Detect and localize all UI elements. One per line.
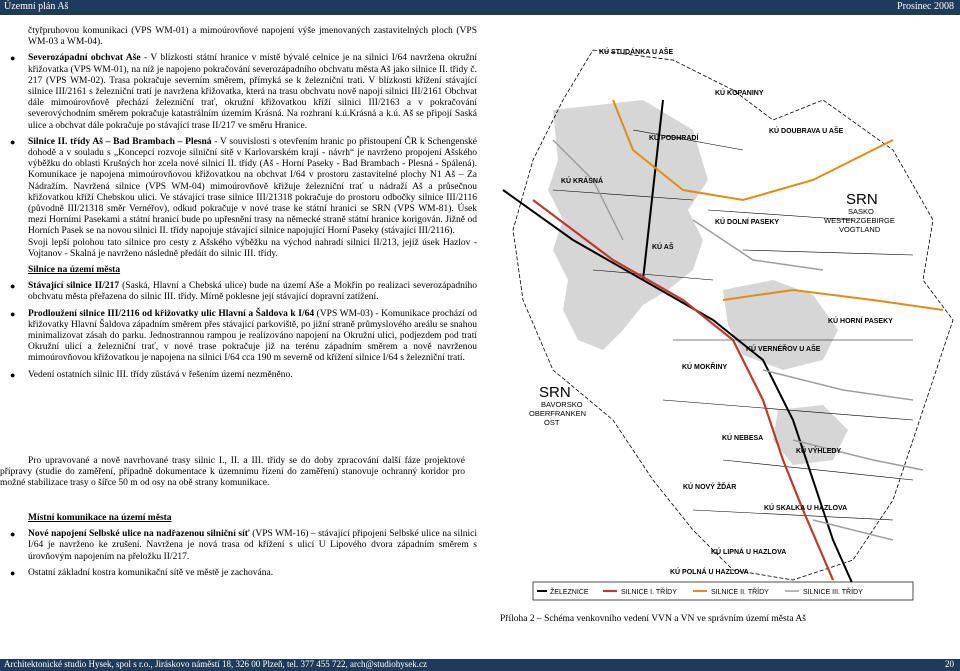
label-ku-horni-paseky: KÚ HORNÍ PASEKY bbox=[828, 318, 893, 325]
bullet-icon: ● bbox=[10, 529, 16, 540]
map-legend bbox=[533, 582, 913, 600]
page-number: 20 bbox=[945, 659, 954, 669]
bullet-icon: ● bbox=[10, 308, 16, 319]
paragraph: (Saská, Hlavní a Chebská ulice) bude na území Aše a Mokřin po realizaci severozápadního obchvatu města přeřazena do silnic III. třídy. Mírně poklesne její stávající dopravní zatížení. bbox=[28, 281, 477, 303]
header-title: Územní plán Aš bbox=[4, 1, 69, 12]
paragraph: (VPS WM-03) - Komunikace prochází od křižovatky Hlavní Šaldova západním směrem přes stávající parkoviště, po jižní straně průmyslového areálu se snahou minimalizovat zásah do parku. Jednostrannou rampou je realizováno napojení na Okružní ulici, podjezdem pod tratí Okružní ulicí a železniční trať, v nové trase pokračuje již na terénu západním směrem a nově navrženou mimoúrovňovou křižovatkou je napojena na silnici I/64 cca 190 m severně od křížení silnice I/64 s železniční tratí. bbox=[28, 308, 477, 364]
section-heading: Místní komunikace na území města bbox=[28, 513, 172, 523]
legend-road-1: SILNICE I. TŘÍDY bbox=[621, 589, 677, 596]
label-vogtland: VOGTLAND bbox=[839, 225, 881, 234]
bold-term: Stávající silnice II/217 bbox=[28, 281, 120, 292]
label-ku-podhradi: KÚ PODHRADÍ bbox=[649, 135, 699, 142]
text-column bbox=[0, 26, 477, 386]
paragraph: (VPS WM-16) – stávající připojení Selbské ulice na silnici I/64 je navrženo ke zrušení. Navržena je nová trasa od křížení s ulicí U Lipového dvora západním směrem s úrovňovým napojením na přeložku II/217. bbox=[28, 529, 478, 562]
page-footer bbox=[0, 659, 960, 671]
road-network-map bbox=[493, 40, 958, 605]
page-header bbox=[0, 0, 960, 15]
label-ku-skalka: KÚ SKALKA U HAZLOVA bbox=[764, 505, 848, 512]
bullet-item bbox=[0, 568, 477, 579]
bullet-item bbox=[0, 370, 477, 381]
bold-term: Silnice II. třídy Aš – Bad Brambach – Plesná bbox=[28, 136, 212, 147]
map-svg bbox=[493, 40, 958, 605]
bullet-icon: ● bbox=[10, 136, 16, 147]
bullet-icon: ● bbox=[10, 369, 16, 380]
paragraph: Pro upravované a nově navrhované trasy silnic I., II. a III. třídy se do doby zpracování další fáze projektové přípravy (studie do zaměření, případně dokumentace k územnímu řízení do zaměření) stanovuje ochranný koridor pro možné stabilizace trasy o šířce 50 m od osy na obě strany komunikace. bbox=[0, 456, 465, 489]
text-column-lower bbox=[0, 513, 477, 584]
full-width-paragraph bbox=[0, 456, 465, 495]
label-sasko: SASKO bbox=[848, 207, 874, 216]
section-heading: Silnice na území města bbox=[28, 265, 121, 276]
bold-term: Nové napojení Selbské ulice na nadřazenou silniční síť bbox=[28, 529, 250, 540]
paragraph: - V blízkosti státní hranice v místě bývalé celnice je na silnici I/64 navržena okružní křižovatka (VPS WM-01), na níž je napojeno pokračování severozápadního obchvatu města Aš jako silnice II. třídy č. 217 (VPS WM-02). Trasa pokračuje severním směrem, přímyká se k železniční trati. V blízkosti křížení stávající silnice III/2161 s železniční tratí je navržena křižovatka, která na trasu obchvatu nově napojí silnici III/2161 Obchvat dále mimoúrovňově přechází železniční trať, okružní křižovatkou kříží silnici III/2163 a v pokračování severovýchodním směrem pokračuje katastrálním územím Krásná. Na rozhraní k.ú.Krásná a k.ú. Aš se připojí Saská ulice a obchvat dále pokračuje po stávající trase II/217 ve směru Hranice. bbox=[28, 53, 477, 131]
bold-term: Prodloužení silnice III/2116 od křižovatky ulic Hlavní a Šaldova k I/64 bbox=[28, 308, 315, 319]
label-ku-doubrava: KÚ DOUBRAVA U AŠE bbox=[769, 128, 844, 135]
label-ku-krasna: KÚ KRÁSNÁ bbox=[561, 178, 603, 185]
bullet-icon: ● bbox=[10, 281, 16, 292]
bullet-icon: ● bbox=[10, 567, 16, 578]
paragraph: Svoji lepší polohou tato silnice pro cesty z Ašského výběžku na východ nahradí silnici II/213, jejíž úsek Hazlov - Vojtanov - Skalná je navrženo následně předáít do silnic III. třídy. bbox=[28, 237, 477, 259]
label-westerzgebirge: WESTERZGEBIRGE bbox=[824, 216, 895, 225]
header-date: Prosinec 2008 bbox=[897, 1, 954, 12]
label-ost: OST bbox=[544, 418, 560, 427]
figure-caption: Příloha 2 – Schéma venkovního vedení VVN a VN ve správním území města Aš bbox=[500, 614, 806, 624]
label-srn-right: SRN bbox=[846, 191, 878, 208]
footer-address: Architektonické studio Hysek, spol s r.o., Jiráskovo náměstí 18, 326 00 Plzeň, tel. 377 455 722, arch@studiohysek.cz bbox=[4, 659, 427, 669]
label-ku-lipna: KÚ LIPNÁ U HAZLOVA bbox=[711, 549, 787, 556]
label-ku-mokriny: KÚ MOKŘINY bbox=[682, 364, 728, 371]
label-ku-studanka: KÚ STUDÁNKA U AŠE bbox=[599, 49, 674, 56]
paragraph: - V souvislosti s otevřením hranic po přistoupení ČR k Schengenské dohodě a v souladu s „Koncepcí rozvoje silniční sítě v Karlovarském kraji - návrh“ je navrženo propojení Ašského výběžku do oblasti Krušných hor zcela nové silnicí II. třídy (Aš - Horní Paseky - Bad Brambach - Plesná - Spálená). Komunikace je napojena mimoúrovňovou křižovatkou na obchvat I/64 v prostoru zastavitelné plochy N1 Aš – Za Nádražím. Navržená silnice (VPS WM-04) mimoúrovňově křižuje železniční trať u nádraží Aš a průsečnou křižovatkou kříží Chebskou ulici. Ve stávající trase silnice III/21318 pokračuje do prostoru odbočky silnice III/2116 (původně III/21318 směr Vernéřov), odkud pokračuje v nové trase ke státní hranici se SRN (VPS WM-81). Úsek mezi Horními Pasekami a státní hranicí bude po upřesnění trasy na německé straně státní hranice korigován. Jižně od Horních Pasek se na novou silnici II. třídy napojuje stávající silnice napojující Horní Paseky (stávající III/2116). bbox=[28, 136, 477, 237]
bullet-item bbox=[0, 309, 477, 365]
label-ku-dolni-paseky: KÚ DOLNÍ PASEKY bbox=[715, 219, 780, 226]
bullet-item bbox=[0, 137, 477, 260]
bullet-item bbox=[0, 529, 477, 563]
legend-road-2: SILNICE II. TŘÍDY bbox=[711, 589, 769, 596]
label-ku-polna: KÚ POLNÁ U HAZLOVA bbox=[670, 569, 749, 576]
bold-term: Severozápadní obchvat Aše bbox=[28, 53, 141, 64]
paragraph: Ostatní základní kostra komunikační sítě ve městě je zachována. bbox=[28, 567, 274, 578]
label-oberfranken: OBERFRANKEN bbox=[529, 409, 587, 418]
label-ku-vyhledy: KÚ VÝHLEDY bbox=[796, 448, 842, 455]
bullet-icon: ● bbox=[10, 53, 16, 64]
label-ku-kopaniny: KÚ KOPANINY bbox=[715, 90, 764, 97]
label-bavorsko: BAVORSKO bbox=[541, 400, 583, 409]
legend-road-3: SILNICE III. TŘÍDY bbox=[803, 589, 863, 596]
label-ku-as: KÚ AŠ bbox=[652, 244, 674, 251]
bullet-item bbox=[0, 53, 477, 131]
paragraph: čtyřpruhovou komunikaci (VPS WM-01) a mimoúrovňové napojení výše jmenovaných zastavitelných ploch (VPS WM-03 a WM-04). bbox=[28, 26, 477, 48]
legend-railway: ŽELEZNICE bbox=[550, 589, 589, 596]
bullet-item bbox=[0, 281, 477, 303]
label-ku-novy-zdar: KÚ NOVÝ ŽĎÁR bbox=[683, 484, 737, 491]
paragraph: Vedení ostatních silnic III. třídy zůstává v řešením území nezměněno. bbox=[28, 369, 293, 380]
label-ku-vernerov: KÚ VERNÉŘOV U AŠE bbox=[746, 346, 821, 353]
label-ku-nebesa: KÚ NEBESA bbox=[722, 435, 764, 442]
label-srn-left: SRN bbox=[539, 384, 571, 401]
